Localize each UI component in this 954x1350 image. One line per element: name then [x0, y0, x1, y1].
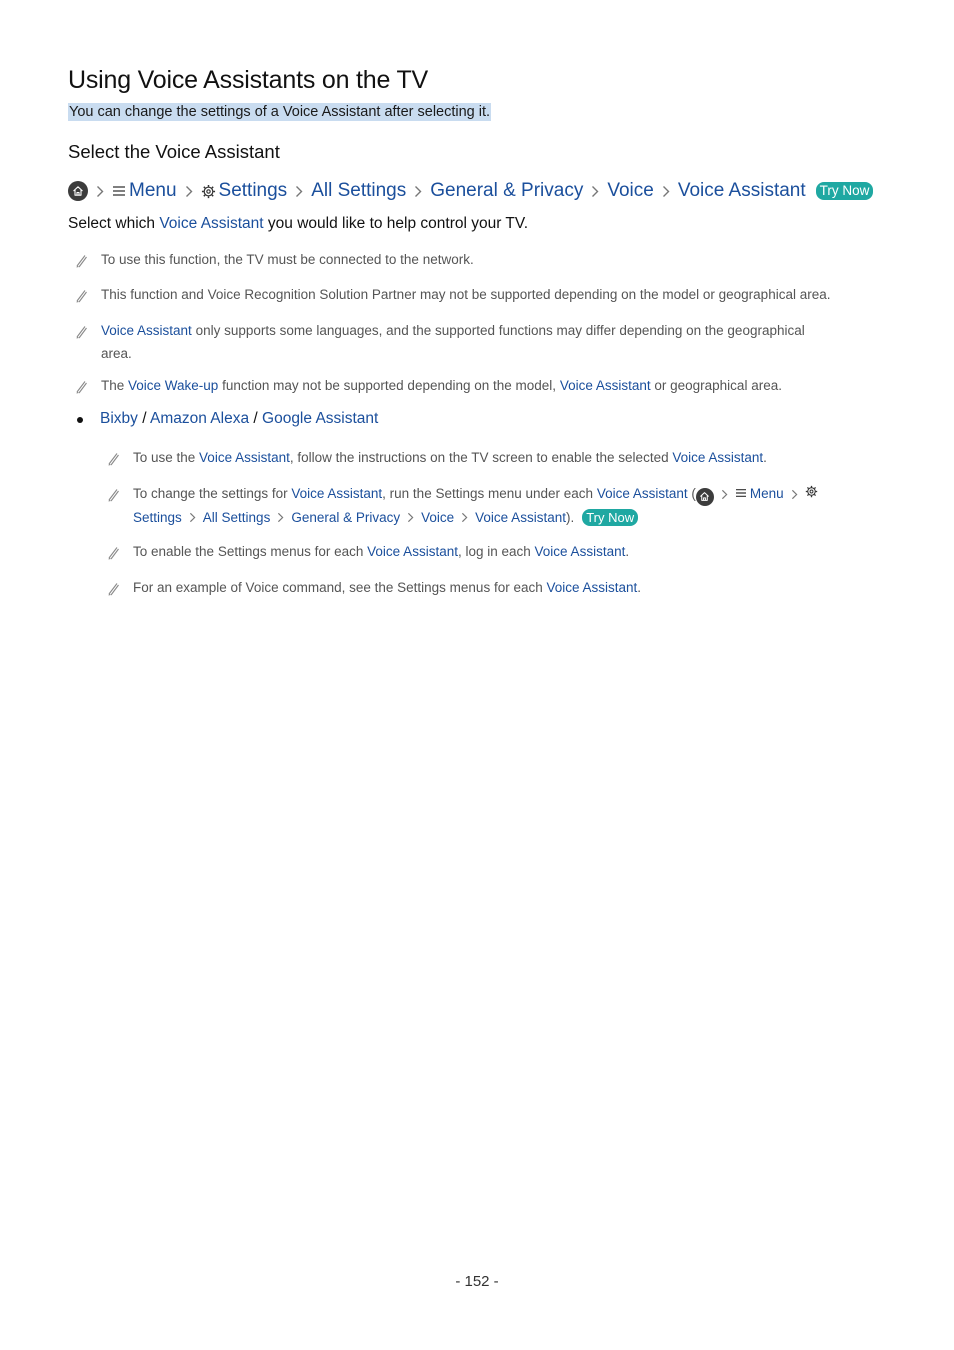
note-item: Voice Assistant only supports some languages, and the supported functions may differ depending on the geographical area. — [101, 319, 881, 365]
chevron-right-icon — [591, 185, 599, 198]
chevron-right-icon — [414, 185, 422, 198]
chevron-right-icon — [662, 185, 670, 198]
pencil-icon — [74, 287, 88, 310]
google-assistant-link: Google Assistant — [262, 410, 379, 427]
pencil-icon — [74, 323, 88, 346]
home-icon — [696, 488, 714, 506]
path-voice: Voice — [607, 180, 654, 201]
chevron-right-icon — [185, 185, 193, 198]
subnote-item: For an example of Voice command, see the Settings menus for each Voice Assistant. — [133, 576, 641, 599]
path-voice-assistant: Voice Assistant — [677, 180, 806, 201]
subnote-item: To change the settings for Voice Assistant, run the Settings menu under each Voice Assistant ( Menu Settings All Settings General & Privacy Voice Voice Assistant). Try Now — [133, 482, 893, 529]
chevron-right-icon — [96, 185, 104, 198]
pencil-icon — [106, 544, 120, 567]
bullet-dot — [77, 417, 83, 423]
note-item: To use this function, the TV must be connected to the network. — [101, 248, 474, 271]
pencil-icon — [106, 450, 120, 473]
subnote-item: To use the Voice Assistant, follow the instructions on the TV screen to enable the selected Voice Assistant. — [133, 446, 767, 469]
subnote-item: To enable the Settings menus for each Voice Assistant, log in each Voice Assistant. — [133, 540, 629, 563]
menu-icon — [112, 185, 126, 197]
pencil-icon — [106, 486, 120, 509]
intro-text: Select which Voice Assistant you would like to help control your TV. — [68, 215, 529, 232]
note-item: The Voice Wake-up function may not be supported depending on the model, Voice Assistant or geographical area. — [101, 374, 782, 397]
chevron-right-icon — [791, 489, 798, 500]
path-general-privacy: General & Privacy — [430, 180, 584, 201]
home-icon — [68, 181, 88, 201]
menu-path — [68, 178, 873, 204]
try-now-link[interactable]: Try Now — [582, 509, 638, 526]
amazon-alexa-link: Amazon Alexa — [149, 410, 250, 427]
chevron-right-icon — [277, 512, 284, 523]
chevron-right-icon — [721, 489, 728, 500]
pencil-icon — [106, 580, 120, 603]
path-settings: Settings — [218, 180, 288, 201]
try-now-link[interactable]: Try Now — [816, 182, 874, 200]
chevron-right-icon — [189, 512, 196, 523]
bixby-link: Bixby — [100, 410, 138, 427]
path-menu: Menu — [129, 180, 177, 201]
voice-assistant-link: Voice Assistant — [159, 215, 264, 232]
page-subtitle: You can change the settings of a Voice Assistant after selecting it. — [69, 104, 491, 120]
pencil-icon — [74, 252, 88, 275]
gear-icon — [805, 486, 818, 501]
section-heading: Select the Voice Assistant — [68, 141, 280, 162]
pencil-icon — [74, 378, 88, 401]
menu-icon — [735, 486, 747, 501]
page-number: - 152 - — [455, 1273, 499, 1290]
chevron-right-icon — [407, 512, 414, 523]
note-item: This function and Voice Recognition Solution Partner may not be supported depending on the model or geographical area. — [101, 283, 830, 306]
path-all-settings: All Settings — [311, 180, 407, 201]
chevron-right-icon — [461, 512, 468, 523]
assistant-list: Bixby / Amazon Alexa / Google Assistant — [100, 410, 379, 427]
chevron-right-icon — [295, 185, 303, 198]
gear-icon — [201, 184, 216, 199]
page-title: Using Voice Assistants on the TV — [68, 66, 429, 94]
